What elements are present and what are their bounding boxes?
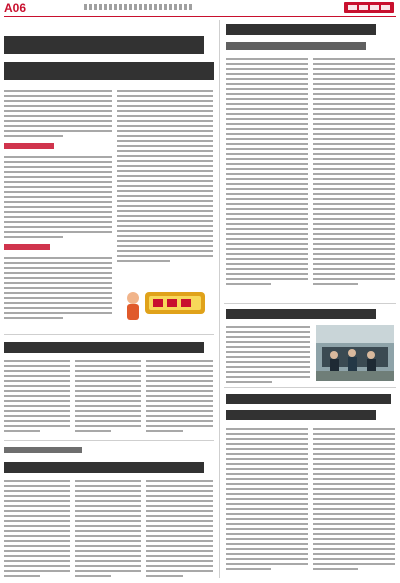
story4-text-a xyxy=(226,58,308,288)
main-headline-line-2 xyxy=(4,60,214,82)
story-divider xyxy=(224,303,396,304)
main-body-text-a xyxy=(4,156,112,241)
story6-text-a xyxy=(226,428,308,573)
main-lead-text xyxy=(4,90,112,140)
section-subhead xyxy=(4,244,50,250)
story3-text-b xyxy=(75,480,141,580)
page-number xyxy=(4,1,26,15)
story6-headline-2 xyxy=(226,408,376,421)
story6-headline xyxy=(226,392,391,405)
main-body-text-c xyxy=(117,90,213,265)
story-divider xyxy=(4,334,214,335)
story3-kicker xyxy=(4,447,82,453)
story-divider xyxy=(4,440,214,441)
newspaper-logo-icon xyxy=(344,1,394,14)
story6-text-b xyxy=(313,428,395,573)
story4-text-b xyxy=(313,58,395,288)
story2-text-a xyxy=(4,360,70,435)
news-photo xyxy=(316,325,394,381)
masthead xyxy=(0,0,400,16)
badge-graphic xyxy=(119,284,213,324)
story2-text-b xyxy=(75,360,141,435)
story5-text xyxy=(226,326,310,386)
page-letter: A xyxy=(4,1,13,15)
story4-headline xyxy=(226,22,376,36)
story2-text-c xyxy=(146,360,213,435)
main-headline-line-1 xyxy=(4,34,204,56)
story3-headline xyxy=(4,460,204,474)
story-divider xyxy=(224,387,396,388)
column-divider xyxy=(219,20,220,578)
main-body-text-b xyxy=(4,257,112,322)
section-subhead xyxy=(4,143,54,149)
dateline xyxy=(84,4,194,10)
page-num: 06 xyxy=(12,1,27,15)
story4-subheadline xyxy=(226,40,366,51)
story2-headline xyxy=(4,340,204,354)
story3-text-c xyxy=(146,480,213,580)
masthead-rule xyxy=(4,16,396,17)
story5-headline xyxy=(226,307,376,320)
story3-text-a xyxy=(4,480,70,580)
